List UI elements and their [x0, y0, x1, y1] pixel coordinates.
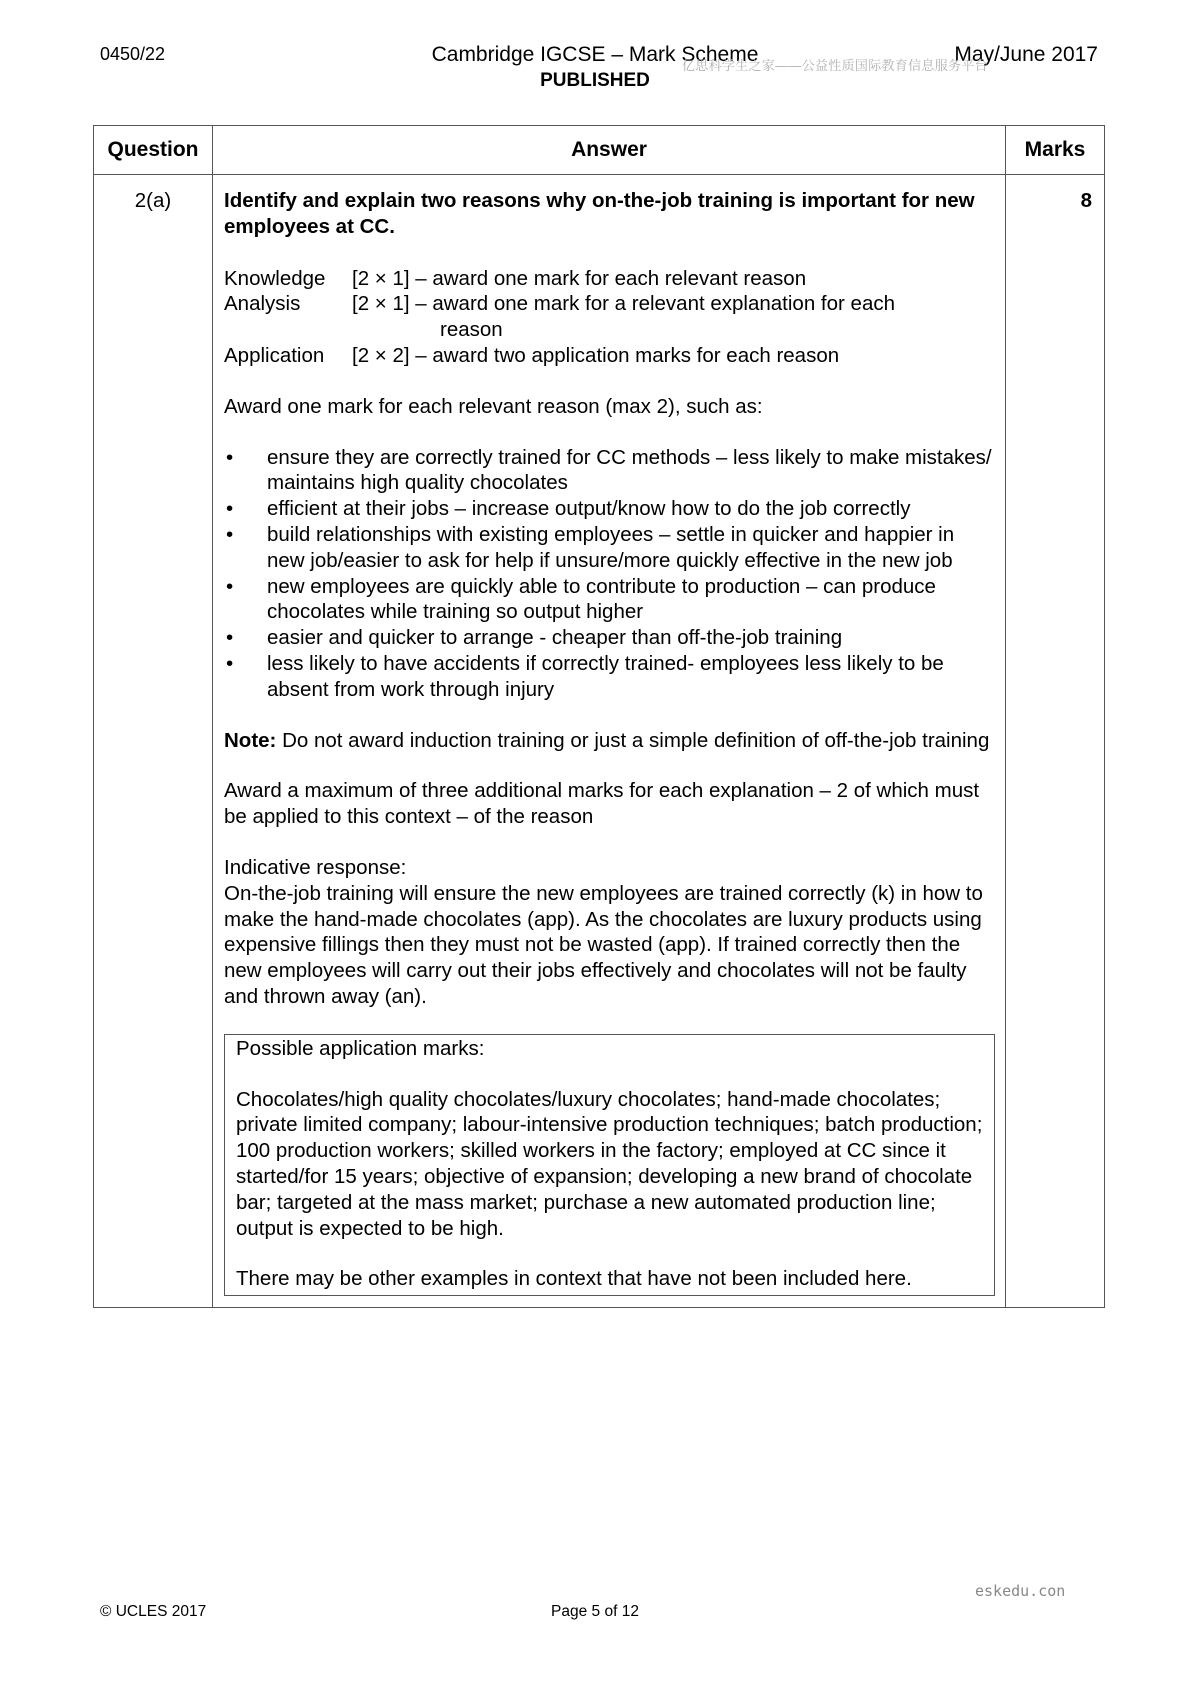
- award-instruction: Award one mark for each relevant reason (max 2), such as:: [224, 394, 763, 418]
- criteria-label: Analysis: [224, 292, 301, 316]
- bullet-icon: •: [226, 445, 234, 469]
- published-label: PUBLISHED: [540, 70, 650, 91]
- list-item: • ensure they are correctly trained for CC methods – less likely to make mistakes/ maintains high quality chocolates: [226, 445, 992, 495]
- criteria-description: [2 × 2] – award two application marks for each reason: [352, 343, 840, 367]
- additional-marks-instruction: Award a maximum of three additional marks for each explanation – 2 of which must be applied to this context – of the reason: [224, 779, 980, 829]
- paper-code: 0450/22: [100, 44, 166, 64]
- box-body: Chocolates/high quality chocolates/luxury chocolates; hand-made chocolates; private limited company; labour-intensive production techniques; batch production; 100 production workers; skilled workers in the factory; employed at CC since it started/for 15 years; objective of expansion; developing a new brand of chocolate bar; targeted at the mass market; purchase a new automated production line; output is expected to be high.: [236, 1087, 983, 1240]
- criteria-list: [224, 266, 995, 369]
- bullet-icon: •: [226, 574, 234, 598]
- copyright-notice: © UCLES 2017: [100, 1603, 207, 1620]
- criteria-description: [2 × 1] – award one mark for each relevant reason: [352, 266, 807, 290]
- list-item: • new employees are quickly able to contribute to production – can produce chocolates while training so output higher: [226, 574, 936, 624]
- criteria-label: Application: [224, 343, 325, 367]
- table-row: [94, 175, 1105, 1308]
- indicative-text: On-the-job training will ensure the new employees are trained correctly (k) in how to make the hand-made chocolates (app). As the chocolates are luxury products using expensive fillings then they must not be wasted (app). If trained correctly then the new employees will carry out their jobs effectively and chocolates will not be faulty and thrown away (an).: [224, 881, 983, 1008]
- criteria-row-knowledge: [224, 266, 995, 292]
- box-title: Possible application marks:: [236, 1036, 485, 1060]
- note-paragraph: [224, 728, 995, 754]
- session-date: May/June 2017: [954, 43, 1098, 66]
- mark-scheme-table: [93, 125, 1105, 1308]
- bullet-icon: •: [226, 626, 234, 650]
- list-item: • easier and quicker to arrange - cheaper than off-the-job training: [226, 626, 843, 650]
- bullet-icon: •: [226, 522, 234, 546]
- criteria-description-continued: reason: [440, 318, 503, 342]
- criteria-label: Knowledge: [224, 266, 326, 290]
- list-item: • less likely to have accidents if correctly trained- employees less likely to be absent from work through injury: [226, 651, 944, 701]
- application-marks-box: [224, 1034, 995, 1296]
- answer-column-header: Answer: [213, 126, 1006, 175]
- reasons-list: [224, 445, 995, 703]
- answer-cell: [213, 175, 1006, 1308]
- question-prompt: Identify and explain two reasons why on-the-job training is important for new employees at CC.: [224, 189, 975, 238]
- question-column-header: Question: [94, 126, 213, 175]
- list-item: • efficient at their jobs – increase output/know how to do the job correctly: [226, 497, 911, 521]
- criteria-row-application: [224, 343, 995, 369]
- criteria-row-analysis: [224, 291, 995, 343]
- box-footer: There may be other examples in context that have not been included here.: [236, 1267, 912, 1291]
- marks-column-header: Marks: [1006, 126, 1105, 175]
- document-title: Cambridge IGCSE – Mark Scheme: [431, 43, 759, 66]
- watermark-text: 亿思科学生之家——公益性质国际教育信息服务平台: [682, 58, 988, 73]
- indicative-label: Indicative response:: [224, 855, 407, 879]
- site-watermark: eskedu.con: [975, 1582, 1066, 1600]
- bullet-icon: •: [226, 651, 234, 675]
- question-number: 2(a): [94, 175, 213, 1308]
- note-label: Note:: [224, 728, 277, 752]
- bullet-icon: •: [226, 497, 234, 521]
- page-number: Page 5 of 12: [551, 1603, 639, 1620]
- criteria-description: [2 × 1] – award one mark for a relevant explanation for each: [352, 292, 895, 316]
- note-text: Do not award induction training or just a simple definition of off-the-job training: [276, 728, 990, 752]
- indicative-response: [224, 855, 995, 1010]
- table-header-row: [94, 126, 1105, 175]
- marks-value: 8: [1006, 175, 1105, 1308]
- list-item: • build relationships with existing employees – settle in quicker and happier in new job/easier to ask for help if unsure/more quickly effective in the new job: [226, 522, 955, 572]
